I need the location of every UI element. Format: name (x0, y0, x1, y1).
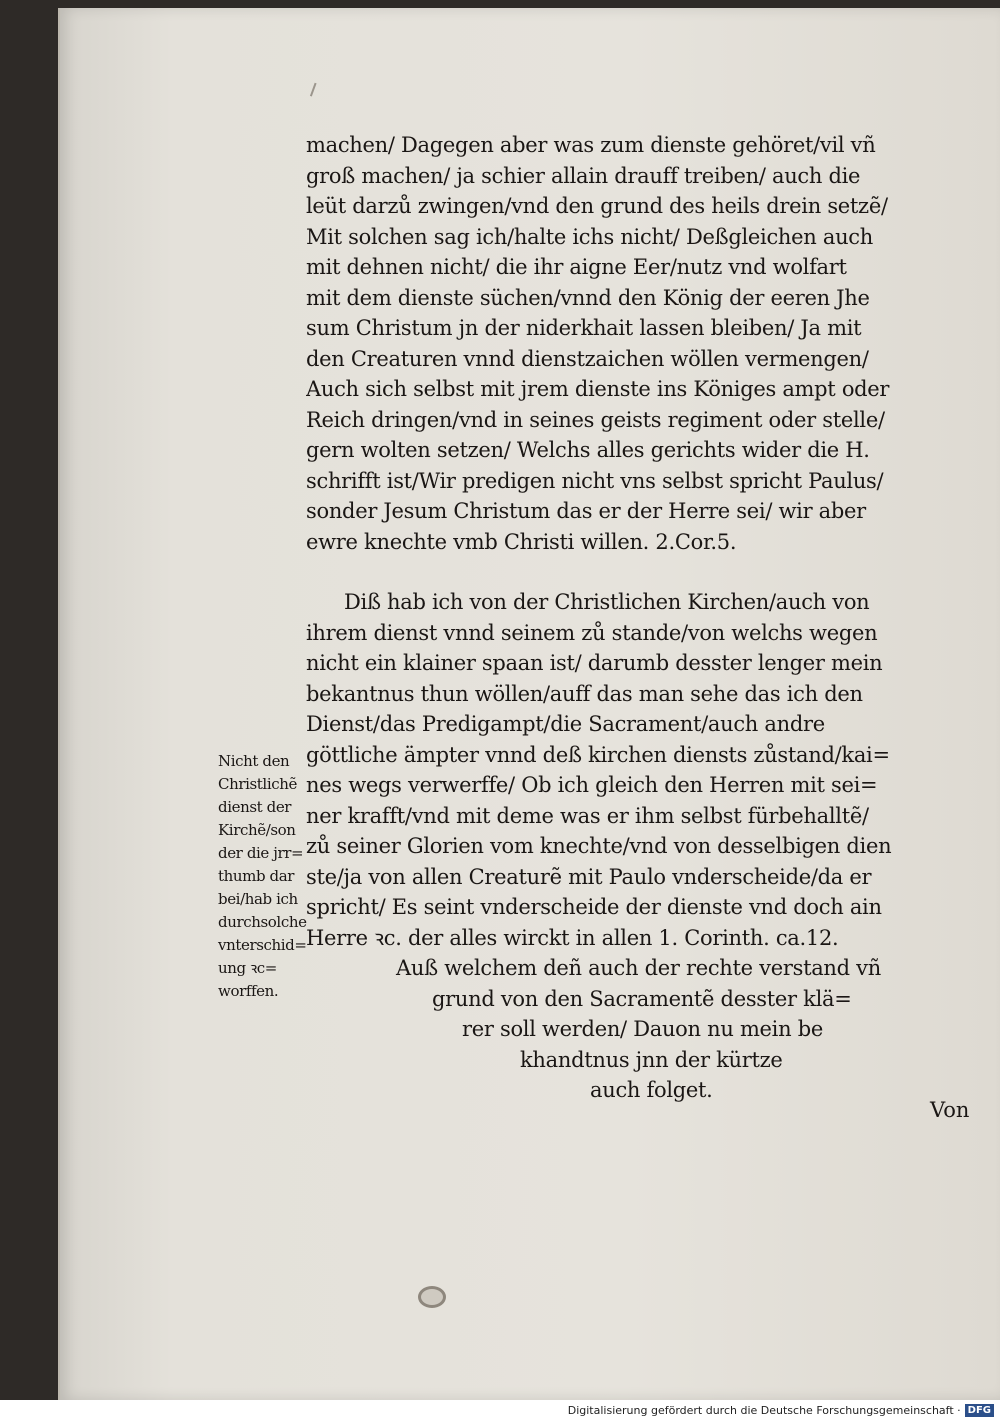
text-line: schrifft ist/Wir predigen nicht vns selbst spricht Paulus/ (306, 468, 884, 493)
text-line: den Creaturen vnnd dienstzaichen wöllen vermengen/ (306, 346, 869, 371)
text-line: Auß welchem deñ auch der rechte verstand vñ (396, 956, 881, 980)
text-line: auch folget. (590, 1078, 713, 1102)
margin-line: durchsolche (218, 913, 307, 931)
margin-line: der die jrr= (218, 844, 304, 862)
text-line: nes wegs verwerffe/ Ob ich gleich den Herren mit sei= (306, 773, 878, 797)
main-text-block (306, 130, 996, 1106)
text-line: Mit solchen sag ich/halte ichs nicht/ Deßgleichen auch (306, 224, 873, 249)
text-line: spricht/ Es seint vnderscheide der dienste vnd doch ain (306, 895, 882, 919)
text-line: Reich dringen/vnd in seines geists regiment oder stelle/ (306, 407, 885, 432)
paragraph-2 (306, 587, 996, 953)
text-line: ste/ja von allen Creaturẽ mit Paulo vnderscheide/da er (306, 864, 872, 889)
text-line: ewre knechte vmb Christi willen. 2.Cor.5. (306, 529, 737, 554)
text-line: sonder Jesum Christum das er der Herre sei/ wir aber (306, 499, 866, 523)
text-line: Dienst/das Predigampt/die Sacrament/auch andre (306, 712, 825, 736)
margin-line: vnterschid= (218, 936, 307, 954)
text-line: nicht ein klainer spaan ist/ darumb desster lenger mein (306, 651, 883, 675)
text-line: zů seiner Glorien vom knechte/vnd von desselbigen dien (306, 834, 892, 858)
margin-line: Kirchẽ/son (218, 821, 296, 839)
paragraph-1 (306, 130, 996, 557)
text-line: göttliche ämpter vnnd deß kirchen diensts zůstand/kai= (306, 742, 890, 767)
text-line: mit dem dienste süchen/vnnd den König der eeren Jhe (306, 285, 870, 310)
text-line: machen/ Dagegen aber was zum dienste gehöret/vil vñ (306, 133, 876, 157)
margin-line: Nicht den (218, 752, 290, 770)
text-line: rer soll werden/ Dauon nu mein be (462, 1017, 823, 1041)
text-line: Auch sich selbst mit jrem dienste ins Königes ampt oder (306, 377, 890, 401)
marginal-note (218, 750, 322, 1003)
text-line: grund von den Sacramentẽ desster klä= (432, 986, 852, 1011)
text-line: gern wolten setzen/ Welchs alles gerichts wider die H. (306, 438, 870, 462)
text-line: Diß hab ich von der Christlichen Kirchen/auch von (344, 590, 870, 614)
footer-text: Digitalisierung gefördert durch die Deutsche Forschungsgemeinschaft · (567, 1403, 961, 1417)
margin-line: dienst der (218, 798, 292, 816)
catchword: Von (930, 1098, 970, 1122)
funding-footer (0, 1400, 1000, 1420)
text-line: groß machen/ ja schier allain drauff treiben/ auch die (306, 163, 861, 188)
margin-line: ung ꝛc= (218, 959, 277, 977)
ink-stain (418, 1286, 446, 1308)
margin-line: bei/hab ich (218, 890, 298, 908)
text-line: ner krafft/vnd mit deme was er ihm selbst fürbehalltẽ/ (306, 803, 869, 828)
text-line: khandtnus jnn der kürtze (520, 1047, 783, 1072)
margin-line: thumb dar (218, 867, 295, 885)
text-line: leüt darzů zwingen/vnd den grund des heils drein setzẽ/ (306, 194, 888, 218)
dfg-logo-icon: DFG (965, 1404, 994, 1417)
text-line: sum Christum jn der niderkhait lassen bleiben/ Ja mit (306, 316, 862, 340)
margin-line: Christlichẽ (218, 775, 297, 793)
margin-line: worffen. (218, 982, 279, 1000)
text-line: bekantnus thun wöllen/auff das man sehe das ich den (306, 681, 863, 706)
text-line: Herre ꝛc. der alles wirckt in allen 1. Corinth. ca.12. (306, 925, 839, 950)
text-line: ihrem dienst vnnd seinem zů stande/von welchs wegen (306, 620, 878, 645)
text-line: mit dehnen nicht/ die ihr aigne Eer/nutz vnd wolfart (306, 255, 847, 279)
tapered-ending (306, 953, 996, 1106)
